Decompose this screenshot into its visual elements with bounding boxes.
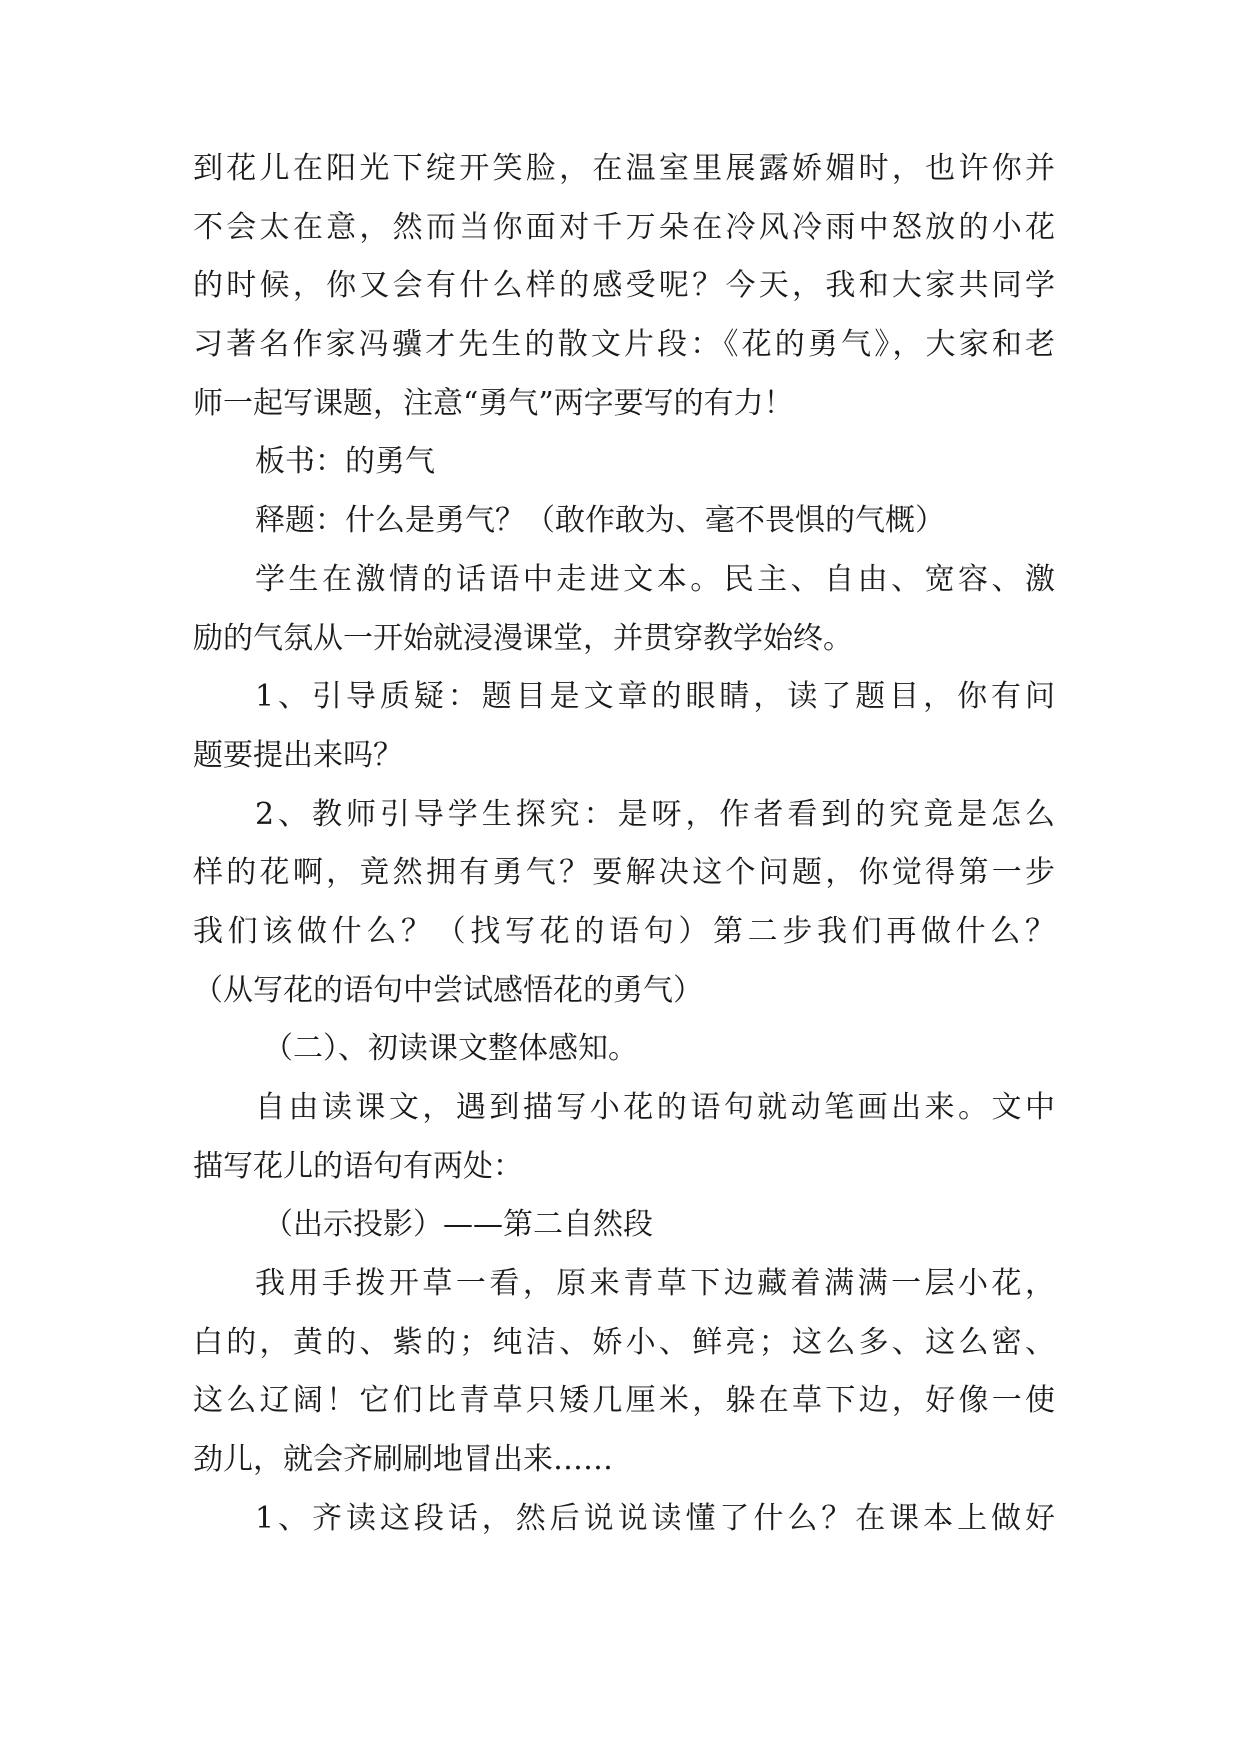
text-line: 学生在激情的话语中走进文本。民主、自由、宽容、激: [255, 561, 1055, 597]
text-line: 1、引导质疑：题目是文章的眼睛，读了题目，你有问: [255, 679, 1055, 715]
quoted-text-line: 白的，黄的、紫的；纯洁、娇小、鲜亮；这么多、这么密、: [193, 1324, 1055, 1360]
projection-note: （出示投影）——第二自然段: [263, 1207, 653, 1243]
text-line: 2、教师引导学生探究：是呀，作者看到的究竟是怎么: [255, 796, 1055, 832]
text-line: 自由读课文，遇到描写小花的语句就动笔画出来。文中: [255, 1090, 1055, 1125]
quoted-text-line: 劲儿，就会齐刷刷地冒出来……: [193, 1442, 613, 1478]
title-explanation-line: 释题：什么是勇气？（敢作敢为、毫不畏惧的气概）: [255, 503, 945, 539]
text-line: 师一起写课题，注意“勇气”两字要写的有力！: [193, 385, 794, 421]
document-body: [193, 140, 1055, 1549]
text-line: 1、齐读这段话，然后说说读懂了什么？在课本上做好: [255, 1500, 1055, 1536]
text-line: 到花儿在阳光下绽开笑脸，在温室里展露娇媚时，也许你并: [193, 151, 1055, 186]
text-line: 习著名作家冯骥才先生的散文片段：《花的勇气》，大家和老: [193, 327, 1055, 363]
quoted-text-line: 这么辽阔！它们比青草只矮几厘米，躲在草下边，好像一使: [193, 1383, 1055, 1419]
quoted-text-line: 我用手拨开草一看，原来青草下边藏着满满一层小花，: [255, 1266, 1055, 1302]
text-line: 样的花啊，竟然拥有勇气？要解决这个问题，你觉得第一步: [193, 855, 1055, 891]
text-line: 的时候，你又会有什么样的感受呢？今天，我和大家共同学: [193, 268, 1055, 304]
board-writing-line: 板书：的勇气: [255, 444, 435, 480]
text-line: 题要提出来吗？: [193, 737, 403, 773]
section-heading: （二）、初读课文整体感知。: [263, 1031, 638, 1067]
text-line: 我们该做什么？（找写花的语句）第二步我们再做什么？: [193, 913, 1055, 949]
text-line: 励的气氛从一开始就浸漫课堂，并贯穿教学始终。: [193, 620, 853, 656]
text-line: （从写花的语句中尝试感悟花的勇气）: [193, 972, 703, 1008]
text-line: 描写花儿的语句有两处：: [193, 1148, 523, 1184]
text-line: 不会太在意，然而当你面对千万朵在冷风冷雨中怒放的小花: [193, 209, 1055, 245]
